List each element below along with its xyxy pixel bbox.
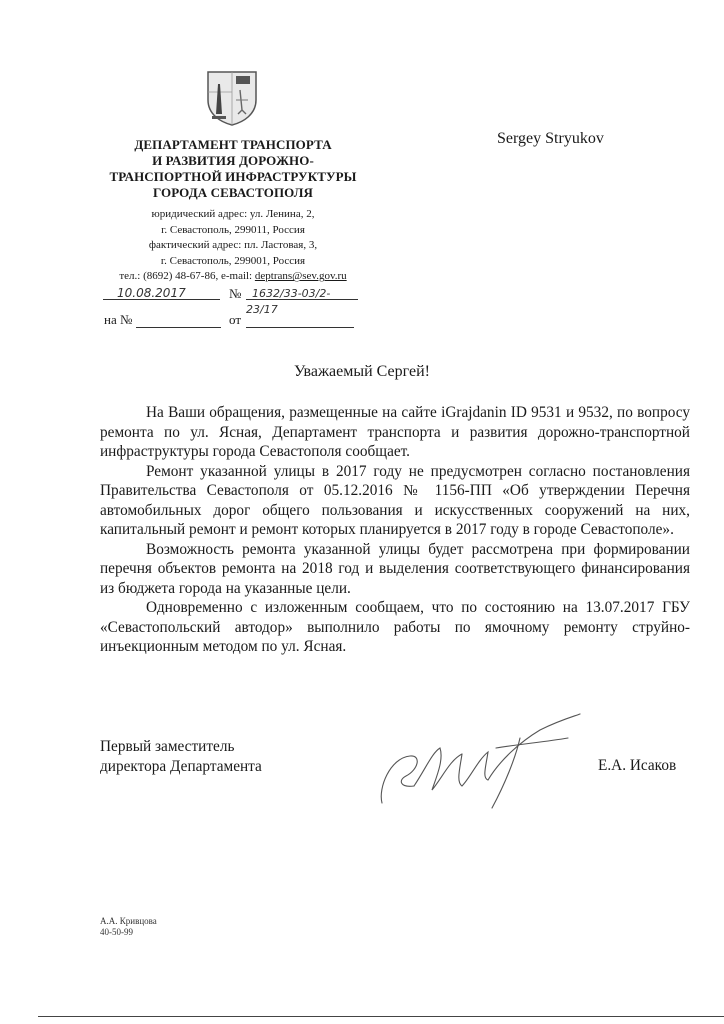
page-bottom-divider [38, 1016, 724, 1017]
department-name [90, 137, 376, 201]
outgoing-date: 10.08.2017 [117, 286, 186, 300]
email-link[interactable]: deptrans@sev.gov.ru [254, 270, 347, 283]
executor-name: А.А. Кривцова [100, 916, 157, 926]
actual-address-line: г. Севастополь, 299001, Россия [160, 254, 306, 267]
department-name-line: ГОРОДА СЕВАСТОПОЛЯ [152, 185, 314, 200]
legal-address-line: г. Севастополь, 299011, Россия [161, 223, 305, 236]
body-paragraph: Возможность ремонта указанной улицы будет рассмотрена при формировании перечня объектов ремонта на 2018 год и выделения соответствующего финансирования из бюджета города на указанные цели. [100, 540, 690, 597]
outgoing-number: 1632/33-03/2-23/17 [246, 287, 331, 316]
outgoing-date-field [103, 285, 220, 300]
reference-date-label: от [229, 312, 242, 327]
reference-number-label: на № [104, 312, 133, 327]
contact-line [90, 269, 376, 285]
phone-text: тел.: (8692) 48-67-86, e-mail: [119, 270, 255, 283]
legal-address-line: юридический адрес: ул. Ленина, 2, [151, 208, 315, 220]
reference-date-blank [246, 313, 354, 328]
sevastopol-coat-of-arms-icon [206, 70, 258, 126]
signer-title [100, 737, 262, 777]
executor-info [100, 916, 157, 938]
body-paragraph: Ремонт указанной улицы в 2017 году не предусмотрен согласно постановления Правительства Севастополя от 05.12.2016 № 1156-ПП «Об утверждении Перечня автомобильных дорог общего пользования и искусственных сооружений на них, капитальный ремонт и ремонт которых планируется в 2017 году в городе Севастополе». [100, 462, 690, 538]
department-name-line: ТРАНСПОРТНОЙ ИНФРАСТРУКТУРЫ [109, 169, 357, 184]
body-paragraph: На Ваши обращения, размещенные на сайте iGrajdanin ID 9531 и 9532, по вопросу ремонта по ул. Ясная, Департамент транспорта и развития дорожно-транспортной инфраструктуры города Севастополя сообщает. [100, 404, 690, 460]
department-addresses [90, 207, 376, 285]
executor-phone: 40-50-99 [100, 927, 133, 937]
salutation: Уважаемый Сергей! [294, 363, 430, 380]
outgoing-number-field [246, 285, 358, 316]
department-name-line: ДЕПАРТАМЕНТ ТРАНСПОРТА [134, 137, 332, 152]
number-sign: № [229, 286, 242, 301]
signer-title-line: директора Департамента [100, 758, 262, 775]
letter-body [100, 403, 690, 657]
reference-number-blank [136, 313, 221, 328]
actual-address-line: фактический адрес: пл. Ластовая, 3, [148, 239, 318, 252]
department-name-line: И РАЗВИТИЯ ДОРОЖНО- [152, 153, 314, 168]
body-paragraph: Одновременно с изложенным сообщаем, что по состоянию на 13.07.2017 ГБУ «Севастопольский автодор» выполнило работы по ямочному ремонту струйно-инъекционным методом по ул. Ясная. [100, 599, 690, 655]
signer-name: Е.А. Исаков [598, 757, 677, 774]
handwritten-signature [370, 708, 590, 818]
signer-title-line: Первый заместитель [100, 738, 235, 755]
recipient-name: Sergey Stryukov [497, 130, 604, 147]
